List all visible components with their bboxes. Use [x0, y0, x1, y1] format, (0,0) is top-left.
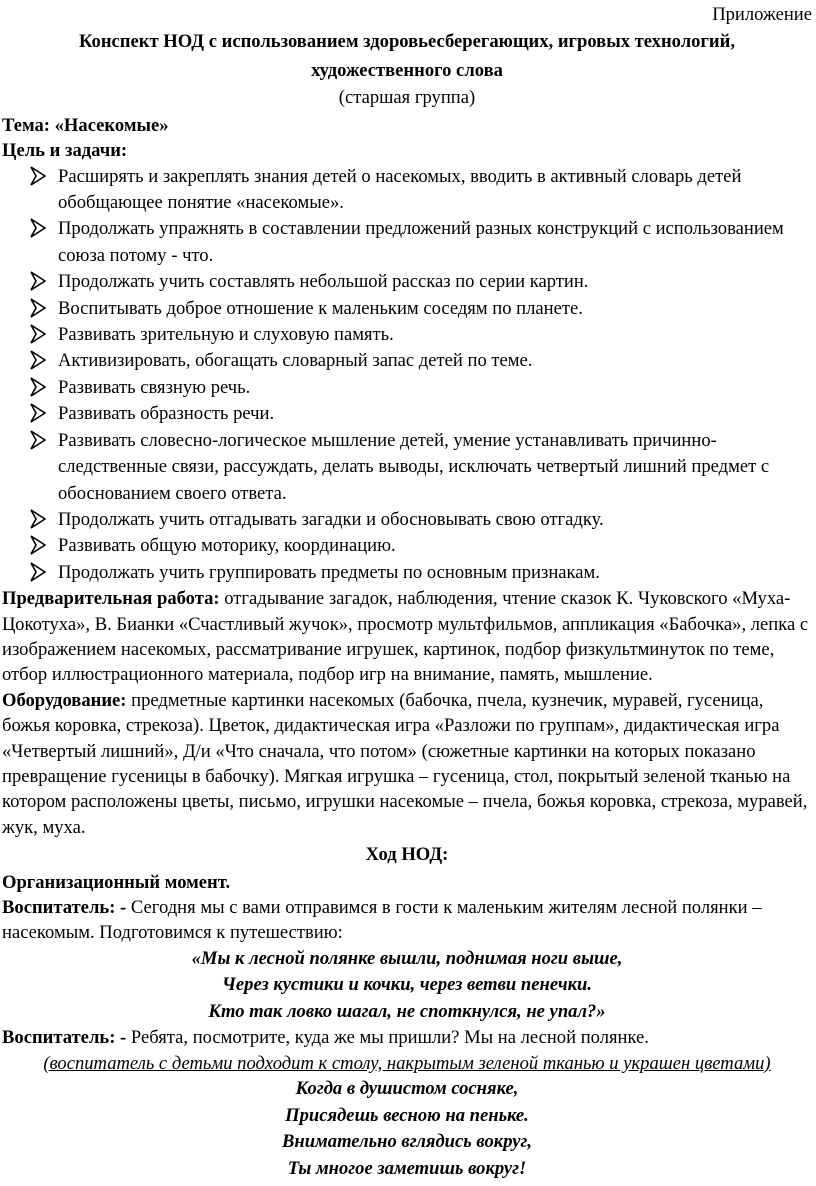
document-page	[2, 0, 812, 1182]
arrow-bullet-icon	[30, 562, 46, 582]
poem-line: «Мы к лесной полянке вышли, поднимая ноги выше,	[191, 947, 623, 969]
list-item	[2, 375, 812, 401]
list-item	[2, 428, 812, 507]
topic-value: «Насекомые»	[49, 114, 169, 136]
arrow-bullet-icon	[30, 509, 46, 529]
appendix-label: Приложение	[712, 4, 812, 25]
teacher-label: Воспитатель: -	[2, 1027, 127, 1049]
list-item	[2, 296, 812, 322]
poem-line: Внимательно вглядись вокруг,	[281, 1131, 533, 1153]
goal-text: Развивать общую моторику, координацию.	[58, 535, 396, 557]
arrow-bullet-icon	[30, 218, 46, 238]
list-item	[2, 269, 812, 295]
teacher-label: Воспитатель: -	[2, 897, 127, 918]
goal-text: Продолжать учить группировать предметы по основным признакам.	[58, 561, 600, 583]
topic-label: Тема:	[2, 114, 50, 136]
document-title-line-1: Конспект НОД с использованием здоровьесберегающих, игровых технологий,	[78, 31, 735, 53]
teacher-text: Сегодня мы с вами отправимся в гости к маленьким жителям лесной полянки – насекомым. Подготовимся к путешествию:	[2, 897, 762, 944]
poem-line: Присядешь весною на пеньке.	[285, 1104, 529, 1126]
list-item	[2, 560, 812, 586]
teacher-line-1	[2, 895, 812, 946]
equipment-paragraph	[2, 688, 812, 840]
poem-line: Ты многое заметишь вокруг!	[287, 1157, 527, 1179]
goals-list	[2, 164, 812, 587]
list-item	[2, 348, 812, 374]
arrow-bullet-icon	[30, 298, 46, 318]
poem-line: Через кустики и кочки, через ветви пенечки.	[221, 974, 593, 996]
goal-text: Развивать зрительную и слуховую память.	[58, 324, 394, 346]
list-item	[2, 164, 812, 217]
arrow-bullet-icon	[30, 350, 46, 370]
goals-heading: Цель и задачи:	[2, 140, 128, 162]
stage-direction: (воспитатель с детьми подходит к столу, накрытым зеленой тканью и украшен цветами)	[43, 1052, 771, 1074]
goal-text: Продолжать упражнять в составлении предложений разных конструкций с использованием союза потому - что.	[58, 218, 784, 266]
arrow-bullet-icon	[30, 430, 46, 450]
goal-text: Развивать связную речь.	[58, 376, 251, 398]
org-moment-heading: Организационный момент.	[2, 871, 231, 893]
prework-paragraph	[2, 586, 812, 688]
goal-text: Продолжать учить отгадывать загадки и обосновывать свою отгадку.	[58, 508, 604, 530]
prework-label: Предварительная работа:	[2, 588, 220, 610]
teacher-text: Ребята, посмотрите, куда же мы пришли? Мы на лесной полянке.	[126, 1027, 649, 1049]
prework-text: отгадывание загадок, наблюдения, чтение сказок К. Чуковского «Муха-Цокотуха», В. Бианки «Счастливый жучок», просмотр мультфильмов, аппликация «Бабочка», лепка с изображением насекомых, рассматривание игрушек, картинок, подбор физкультминуток по теме, отбор иллюстрационного материала, подбор игр на внимание, память, мышление.	[2, 588, 809, 686]
list-item	[2, 507, 812, 533]
arrow-bullet-icon	[30, 271, 46, 291]
arrow-bullet-icon	[30, 535, 46, 555]
goal-text: Продолжать учить составлять небольшой рассказ по серии картин.	[58, 271, 589, 293]
list-item	[2, 216, 812, 269]
goal-text: Воспитывать доброе отношение к маленьким соседям по планете.	[58, 297, 583, 319]
list-item	[2, 322, 812, 348]
equipment-text: предметные картинки насекомых (бабочка, пчела, кузнечик, муравей, гусеница, божья коровка, стрекоза). Цветок, дидактическая игра «Разложи по группам», дидактическая игра «Четвертый лишний», Д/и «Что сначала, что потом» (сюжетные картинки на которых показано превращение гусеницы в бабочку). Мягкая игрушка – гусеница, стол, покрытый зеленой тканью на котором расположены цветы, письмо, игрушки насекомые – пчела, божья коровка, стрекоза, муравей, жук, муха.	[2, 689, 808, 838]
group-label: (старшая группа)	[338, 87, 476, 109]
topic-line	[2, 113, 812, 138]
poem-line: Когда в душистом сосняке,	[295, 1078, 519, 1100]
goal-text: Развивать образность речи.	[58, 403, 275, 425]
goal-text: Активизировать, обогащать словарный запас детей по теме.	[58, 350, 533, 372]
arrow-bullet-icon	[30, 403, 46, 423]
goal-text: Развивать словесно-логическое мышление детей, умение устанавливать причинно-следственные связи, рассуждать, делать выводы, исключать четвертый лишний предмет с обоснованием своего ответа.	[58, 429, 770, 504]
list-item	[2, 533, 812, 559]
teacher-line-2	[2, 1025, 812, 1050]
arrow-bullet-icon	[30, 377, 46, 397]
arrow-bullet-icon	[30, 166, 46, 186]
goal-text: Расширять и закреплять знания детей о насекомых, вводить в активный словарь детей обобщающее понятие «насекомые».	[58, 165, 742, 214]
poem-line: Кто так ловко шагал, не споткнулся, не упал?»	[208, 1000, 606, 1022]
lesson-heading: Ход НОД:	[365, 844, 449, 866]
arrow-bullet-icon	[30, 324, 46, 344]
list-item	[2, 401, 812, 427]
document-title-line-2: художественного слова	[311, 60, 503, 82]
equipment-label: Оборудование:	[2, 689, 127, 711]
